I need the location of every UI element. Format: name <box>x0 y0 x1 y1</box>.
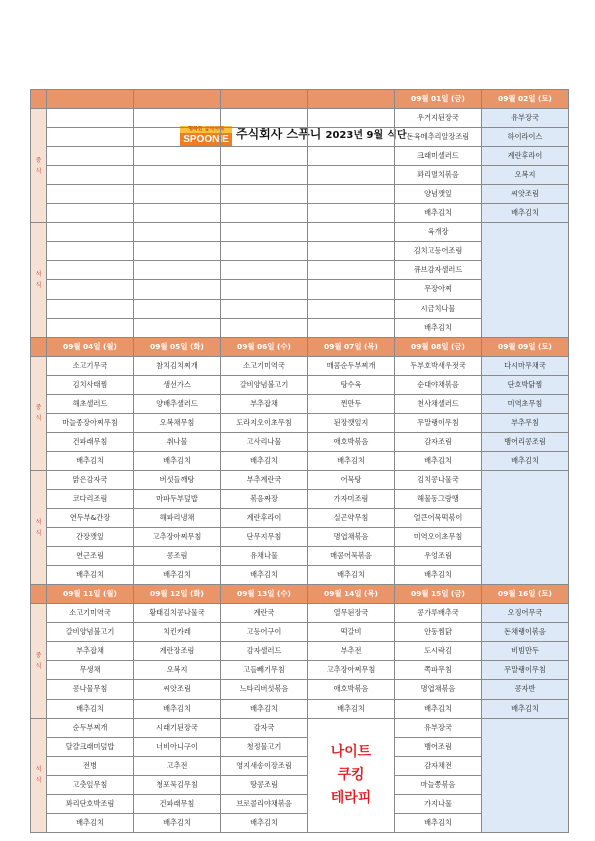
menu-item: 계란장조림 <box>134 642 221 661</box>
menu-item: 씨앗조림 <box>482 185 569 204</box>
menu-item: 청포묵김무침 <box>134 775 221 794</box>
menu-item: 느타리버섯볶음 <box>221 680 308 699</box>
day-header: 09월 11일 (월) <box>47 585 134 604</box>
menu-item: 순두부찌개 <box>47 718 134 737</box>
menu-item: 볶음짜장 <box>221 489 308 508</box>
menu-item: 미역오이초무침 <box>395 528 482 547</box>
lunch-row <box>31 185 569 204</box>
dinner-label <box>31 718 47 832</box>
menu-item <box>221 242 308 261</box>
menu-item <box>134 299 221 318</box>
day-header: 09월 06일 (수) <box>221 337 308 356</box>
menu-item: 배추김치 <box>221 566 308 585</box>
menu-item: 시래기된장국 <box>134 718 221 737</box>
menu-item: 고추장아찌무침 <box>308 661 395 680</box>
night-event-line: 쿠킹 <box>337 766 365 783</box>
menu-item: 크래미샐러드 <box>395 147 482 166</box>
menu-item <box>47 185 134 204</box>
menu-item: 배추김치 <box>395 699 482 718</box>
lunch-row <box>31 166 569 185</box>
menu-item <box>308 223 395 242</box>
menu-item: 유부장국 <box>395 718 482 737</box>
saturday-dinner-empty <box>482 223 569 337</box>
menu-item <box>47 280 134 299</box>
lunch-row <box>31 109 569 128</box>
menu-item <box>134 166 221 185</box>
menu-item: 무장아찌 <box>395 280 482 299</box>
menu-item: 오복채무침 <box>134 413 221 432</box>
menu-item: 배추김치 <box>395 451 482 470</box>
menu-item <box>308 318 395 337</box>
menu-item: 연근조림 <box>47 547 134 566</box>
menu-item: 간장깻잎 <box>47 528 134 547</box>
menu-item: 배추김치 <box>308 566 395 585</box>
day-header: 09월 02일 (토) <box>482 90 569 109</box>
night-event-line: 테라피 <box>330 789 372 806</box>
menu-item: 소고기미역국 <box>221 356 308 375</box>
menu-item: 배추김치 <box>395 318 482 337</box>
lunch-row <box>31 413 569 432</box>
menu-item: 배추김치 <box>134 813 221 832</box>
menu-item: 꽈리멸치볶음 <box>395 166 482 185</box>
menu-item: 배추김치 <box>47 813 134 832</box>
menu-item: 오복지 <box>482 166 569 185</box>
menu-item <box>308 109 395 128</box>
menu-item: 콩조림 <box>134 547 221 566</box>
title-year-month: 2023년 9월 <box>325 130 384 141</box>
menu-item: 얼큰어묵떡볶이 <box>395 509 482 528</box>
night-cooking-event <box>308 718 395 832</box>
menu-item: 미역초무침 <box>482 394 569 413</box>
menu-item: 우엉조림 <box>395 547 482 566</box>
dinner-row <box>31 223 569 242</box>
lunch-row <box>31 356 569 375</box>
menu-item: 부추전 <box>308 642 395 661</box>
menu-item: 김치고등어조림 <box>395 242 482 261</box>
lunch-row <box>31 147 569 166</box>
day-header: 09월 13일 (수) <box>221 585 308 604</box>
menu-item: 갈비양념불고기 <box>47 623 134 642</box>
menu-item: 두부호박새우젓국 <box>395 356 482 375</box>
day-header: 09월 04일 (월) <box>47 337 134 356</box>
menu-item: 해파리냉채 <box>134 509 221 528</box>
day-header: 09월 12일 (화) <box>134 585 221 604</box>
menu-item: 코다리조림 <box>47 489 134 508</box>
menu-item: 무말랭이무침 <box>482 661 569 680</box>
lunch-row <box>31 661 569 680</box>
day-header: 09월 08일 (금) <box>395 337 482 356</box>
menu-item: 부추무침 <box>482 413 569 432</box>
menu-item: 열무된장국 <box>308 604 395 623</box>
menu-item <box>221 147 308 166</box>
dinner-label <box>31 470 47 584</box>
menu-item: 돈채랭이볶음 <box>482 623 569 642</box>
logo-tagline: 행복한 급식시대 <box>180 126 232 133</box>
menu-item <box>134 128 221 147</box>
menu-item: 탕수육 <box>308 375 395 394</box>
menu-item: 부추잡채 <box>221 394 308 413</box>
menu-item <box>134 318 221 337</box>
menu-item: 소고기미역국 <box>47 604 134 623</box>
menu-item: 매콤순두부찌개 <box>308 356 395 375</box>
menu-item <box>134 242 221 261</box>
menu-item: 마늘쫑볶음 <box>395 775 482 794</box>
menu-item: 무말랭이무침 <box>395 413 482 432</box>
menu-item: 건파래무침 <box>134 794 221 813</box>
menu-item <box>47 223 134 242</box>
menu-item: 배추김치 <box>47 699 134 718</box>
day-header: 09월 09일 (토) <box>482 337 569 356</box>
menu-item: 전병 <box>47 756 134 775</box>
menu-item: 고추장아찌무침 <box>134 528 221 547</box>
dinner-label-text: 석식 <box>35 518 42 537</box>
day-header: 09월 05일 (화) <box>134 337 221 356</box>
lunch-label-text: 중식 <box>35 404 42 423</box>
menu-item: 오복지 <box>134 661 221 680</box>
day-header-row <box>31 90 569 109</box>
menu-item: 부추계란국 <box>221 470 308 489</box>
menu-item: 유부장국 <box>482 109 569 128</box>
lunch-row <box>31 642 569 661</box>
dinner-label-text: 석식 <box>35 270 42 289</box>
corner-cell <box>31 337 47 356</box>
menu-item: 감자샐러드 <box>221 642 308 661</box>
menu-item: 시금치나물 <box>395 299 482 318</box>
menu-item: 돈육메추리알장조림 <box>395 128 482 147</box>
menu-item: 단호박닭찜 <box>482 375 569 394</box>
menu-item: 어묵탕 <box>308 470 395 489</box>
menu-item: 갈비양념불고기 <box>221 375 308 394</box>
menu-item: 브로콜리야채볶음 <box>221 794 308 813</box>
menu-item: 해물동그랑땡 <box>395 489 482 508</box>
menu-item: 무생채 <box>47 661 134 680</box>
menu-item: 배추김치 <box>221 699 308 718</box>
menu-item <box>47 318 134 337</box>
menu-item: 버섯들깨탕 <box>134 470 221 489</box>
menu-item <box>221 318 308 337</box>
menu-item: 연두부&간장 <box>47 509 134 528</box>
menu-item: 도시락김 <box>395 642 482 661</box>
menu-item: 도라지오이초무침 <box>221 413 308 432</box>
menu-item <box>308 242 395 261</box>
menu-item <box>47 147 134 166</box>
menu-item: 계란후라이 <box>482 147 569 166</box>
menu-item: 배추김치 <box>134 451 221 470</box>
corner-cell <box>31 90 47 109</box>
dinner-row <box>31 718 569 737</box>
menu-item <box>47 128 134 147</box>
logo-name: SPOONIE <box>180 133 232 146</box>
day-header-row <box>31 585 569 604</box>
menu-item: 감자조림 <box>395 432 482 451</box>
menu-item: 땅콩조림 <box>221 775 308 794</box>
menu-item: 배추김치 <box>308 451 395 470</box>
menu-item <box>221 109 308 128</box>
menu-item <box>221 204 308 223</box>
menu-item <box>47 299 134 318</box>
menu-item <box>134 261 221 280</box>
corner-cell <box>31 585 47 604</box>
menu-item: 양념깻잎 <box>395 185 482 204</box>
menu-item: 참치김치찌개 <box>134 356 221 375</box>
day-header <box>47 90 134 109</box>
lunch-row <box>31 375 569 394</box>
menu-item: 배추김치 <box>395 813 482 832</box>
menu-item: 계란국 <box>221 604 308 623</box>
menu-item: 된장깻잎지 <box>308 413 395 432</box>
menu-item: 배추김치 <box>395 566 482 585</box>
menu-item <box>134 280 221 299</box>
menu-item <box>134 223 221 242</box>
menu-item: 찐만두 <box>308 394 395 413</box>
menu-item: 콩자반 <box>482 680 569 699</box>
menu-item <box>221 128 308 147</box>
menu-item: 너비아니구이 <box>134 737 221 756</box>
menu-item: 씨앗조림 <box>134 680 221 699</box>
menu-item <box>134 109 221 128</box>
menu-item <box>308 128 395 147</box>
lunch-row <box>31 128 569 147</box>
menu-item <box>308 185 395 204</box>
menu-item: 육개장 <box>395 223 482 242</box>
lunch-row <box>31 604 569 623</box>
menu-item: 애호박볶음 <box>308 680 395 699</box>
menu-item <box>308 166 395 185</box>
menu-item: 순대야채볶음 <box>395 375 482 394</box>
menu-item <box>221 185 308 204</box>
menu-item: 고등어구이 <box>221 623 308 642</box>
menu-item: 유채나물 <box>221 547 308 566</box>
menu-item: 해초샐러드 <box>47 394 134 413</box>
menu-item: 고춧잎무침 <box>47 775 134 794</box>
menu-item: 배추김치 <box>308 699 395 718</box>
menu-item <box>221 280 308 299</box>
menu-item: 맑은감자국 <box>47 470 134 489</box>
menu-item: 양배추샐러드 <box>134 394 221 413</box>
saturday-dinner-empty <box>482 470 569 584</box>
menu-item: 마파두부덮밥 <box>134 489 221 508</box>
menu-item <box>308 261 395 280</box>
menu-item: 청정물고기 <box>221 737 308 756</box>
menu-item: 꽈리단호박조림 <box>47 794 134 813</box>
menu-item <box>47 109 134 128</box>
menu-item: 콩가루배추국 <box>395 604 482 623</box>
menu-item: 비빔만두 <box>482 642 569 661</box>
menu-item <box>47 242 134 261</box>
menu-item: 고들빼기무침 <box>221 661 308 680</box>
menu-item <box>221 223 308 242</box>
menu-item: 치킨카레 <box>134 623 221 642</box>
menu-item: 고사리나물 <box>221 432 308 451</box>
menu-item: 쪽파무침 <box>395 661 482 680</box>
menu-item: 배추김치 <box>482 204 569 223</box>
lunch-row <box>31 204 569 223</box>
day-header: 09월 07일 (목) <box>308 337 395 356</box>
menu-item: 가지나물 <box>395 794 482 813</box>
menu-item: 감자채전 <box>395 756 482 775</box>
menu-item <box>134 147 221 166</box>
lunch-label-text: 중식 <box>35 651 42 670</box>
menu-item: 안동찜닭 <box>395 623 482 642</box>
menu-item <box>221 261 308 280</box>
menu-item: 영지새송이장조림 <box>221 756 308 775</box>
menu-item <box>308 204 395 223</box>
lunch-label-text: 중식 <box>35 156 42 175</box>
menu-item: 소고기무국 <box>47 356 134 375</box>
menu-item <box>308 299 395 318</box>
day-header <box>308 90 395 109</box>
lunch-row <box>31 432 569 451</box>
lunch-row <box>31 623 569 642</box>
menu-item: 실곤약무침 <box>308 509 395 528</box>
menu-item <box>47 261 134 280</box>
lunch-row <box>31 699 569 718</box>
day-header: 09월 16일 (토) <box>482 585 569 604</box>
night-event-line: 나이트 <box>330 743 372 760</box>
dinner-label <box>31 223 47 337</box>
menu-item <box>308 147 395 166</box>
lunch-row <box>31 394 569 413</box>
menu-item: 뱅어조림 <box>395 737 482 756</box>
menu-item: 가자미조림 <box>308 489 395 508</box>
menu-item: 황태김치콩나물국 <box>134 604 221 623</box>
menu-item: 배추김치 <box>134 699 221 718</box>
menu-item: 부추잡채 <box>47 642 134 661</box>
saturday-dinner-empty <box>482 718 569 832</box>
lunch-label <box>31 356 47 470</box>
day-header: 09월 14일 (목) <box>308 585 395 604</box>
menu-item: 배추김치 <box>47 566 134 585</box>
menu-item: 뱅어리콩조림 <box>482 432 569 451</box>
day-header: 09월 01일 (금) <box>395 90 482 109</box>
day-header <box>221 90 308 109</box>
menu-item: 배추김치 <box>395 204 482 223</box>
menu-item: 생선가스 <box>134 375 221 394</box>
day-header <box>134 90 221 109</box>
menu-item: 배추김치 <box>134 566 221 585</box>
menu-item: 오징어무국 <box>482 604 569 623</box>
menu-item: 계란후라이 <box>221 509 308 528</box>
menu-item: 배추김치 <box>221 451 308 470</box>
menu-item <box>221 299 308 318</box>
menu-item: 김치사태찜 <box>47 375 134 394</box>
menu-item: 하이라이스 <box>482 128 569 147</box>
dinner-label-text: 석식 <box>35 766 42 785</box>
menu-item: 명엽채볶음 <box>395 680 482 699</box>
menu-item: 배추김치 <box>482 699 569 718</box>
dinner-row <box>31 470 569 489</box>
menu-item: 단무지무침 <box>221 528 308 547</box>
menu-item: 취나물 <box>134 432 221 451</box>
menu-item: 배추김치 <box>47 451 134 470</box>
menu-item: 마늘종장아찌무침 <box>47 413 134 432</box>
menu-item <box>47 166 134 185</box>
menu-item: 콩나물무침 <box>47 680 134 699</box>
menu-item: 건파래무침 <box>47 432 134 451</box>
day-header: 09월 15일 (금) <box>395 585 482 604</box>
menu-item: 배추김치 <box>482 451 569 470</box>
menu-item: 배추김치 <box>221 813 308 832</box>
menu-item: 우거지된장국 <box>395 109 482 128</box>
menu-item: 명엽채볶음 <box>308 528 395 547</box>
menu-item: 고추전 <box>134 756 221 775</box>
menu-item: 달걀크래미덮밥 <box>47 737 134 756</box>
menu-item <box>134 185 221 204</box>
menu-item <box>47 204 134 223</box>
menu-item <box>308 280 395 299</box>
menu-item: 떡갈비 <box>308 623 395 642</box>
title-company: 주식회사 스푸니 <box>236 127 322 141</box>
menu-item: 김치콩나물국 <box>395 470 482 489</box>
menu-item: 천사채샐러드 <box>395 394 482 413</box>
menu-item: 애호박볶음 <box>308 432 395 451</box>
menu-item: 큐브감자샐러드 <box>395 261 482 280</box>
lunch-label <box>31 109 47 223</box>
lunch-row <box>31 680 569 699</box>
lunch-row <box>31 451 569 470</box>
menu-item: 감자국 <box>221 718 308 737</box>
day-header-row <box>31 337 569 356</box>
lunch-label <box>31 604 47 718</box>
menu-item <box>221 166 308 185</box>
menu-item: 매콤어묵볶음 <box>308 547 395 566</box>
title-suffix: 식단 <box>387 130 407 141</box>
menu-table <box>30 89 569 833</box>
menu-item <box>134 204 221 223</box>
menu-item: 다시마무채국 <box>482 356 569 375</box>
